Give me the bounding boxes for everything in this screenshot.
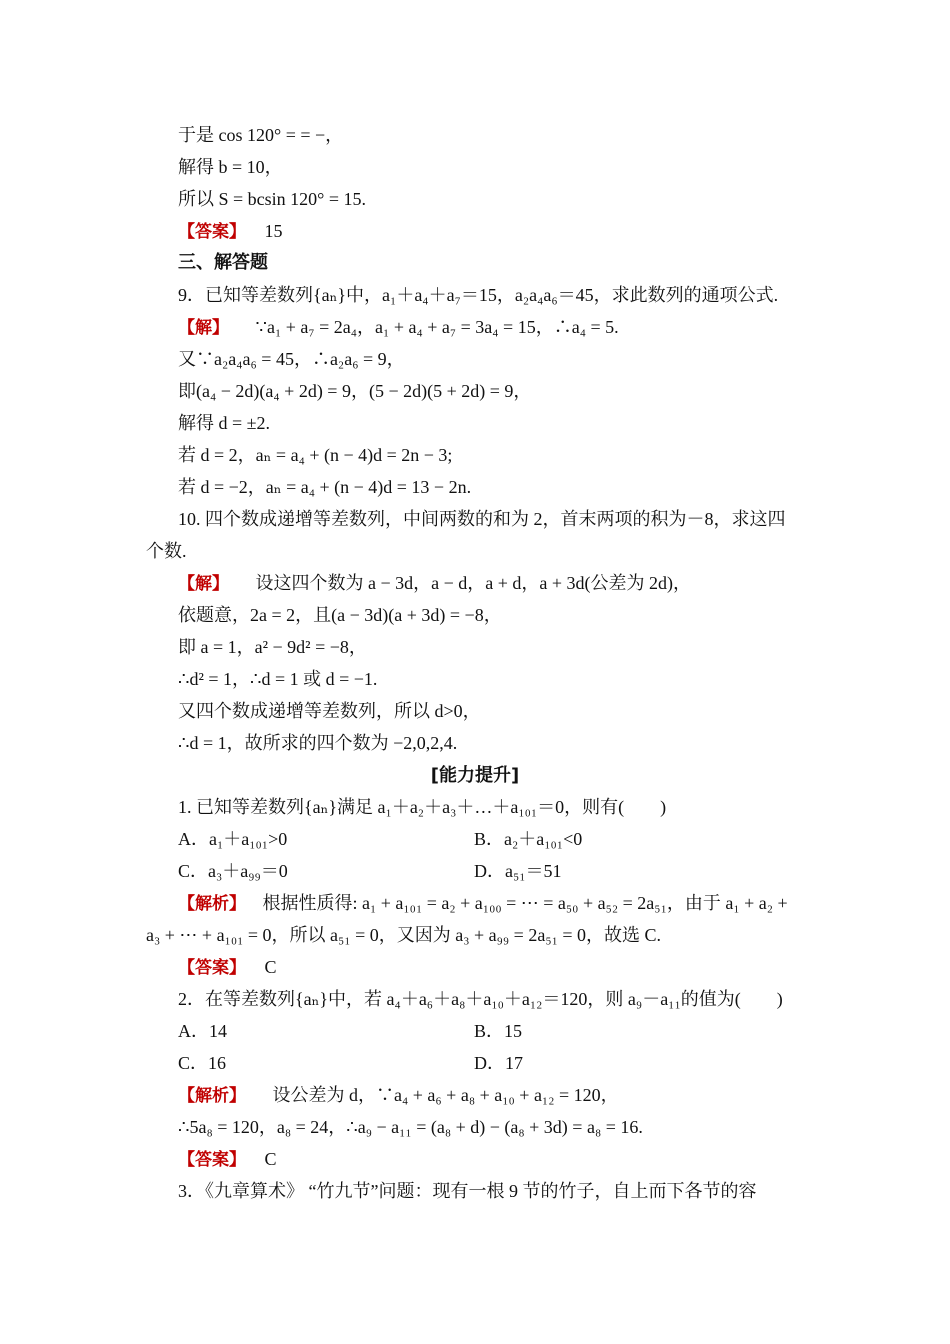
text-line: 又四个数成递增等差数列，所以 d>0， (178, 701, 481, 721)
text-line: 于是 cos 120° = = −， (178, 125, 344, 145)
analysis-line (178, 892, 788, 915)
answer-line (178, 956, 277, 979)
option-c: C．16 (178, 1053, 227, 1073)
answer-line (178, 1148, 277, 1171)
solution-text: ∵a₁ + a₇ = 2a₄，a₁ + a₄ + a₇ = 3a₄ = 15，∴a₄ = 5. (255, 317, 619, 337)
text-line: 若 d = −2，aₙ = a₄ + (n − 4)d = 13 − 2n. (178, 477, 472, 497)
section-heading: 三、解答题 (178, 252, 268, 273)
question-10-cont: 个数. (146, 541, 187, 561)
answer-value: 15 (264, 221, 283, 241)
text-line: 解得 d = ±2. (178, 413, 271, 433)
text-line: 所以 S = bcsin 120° = 15. (178, 189, 367, 209)
answer-tag: 【答案】 (178, 958, 246, 978)
text-line: ∴5a₈ = 120，a₈ = 24，∴a₉ − a₁₁ = (a₈ + d) − (a₈ + 3d) = a₈ = 16. (178, 1117, 643, 1137)
text-line: a₃ + ⋯ + a₁₀₁ = 0，所以 a₅₁ = 0，又因为 a₃ + a₉₉ = 2a₅₁ = 0，故选 C. (146, 925, 662, 945)
option-d: D．a₅₁＝51 (474, 861, 562, 881)
answer-tag: 【答案】 (178, 1150, 246, 1170)
text-line: 若 d = 2，aₙ = a₄ + (n − 4)d = 2n − 3; (178, 445, 453, 465)
text-line: 又∵a₂a₄a₆ = 45，∴a₂a₆ = 9， (178, 349, 405, 369)
option-b: B．a₂＋a₁₀₁<0 (474, 829, 583, 849)
solution-line (178, 572, 691, 595)
text-line: 即(a₄ − 2d)(a₄ + 2d) = 9，(5 − 2d)(5 + 2d) = 9， (178, 381, 532, 401)
option-a: A．14 (178, 1021, 227, 1041)
answer-value: C (264, 1149, 277, 1169)
solution-text: 设这四个数为 a − 3d，a − d，a + d，a + 3d(公差为 2d)， (255, 573, 692, 593)
analysis-line (178, 1084, 619, 1107)
option-d: D．17 (474, 1053, 523, 1073)
text-line: 即 a = 1，a² − 9d² = −8， (178, 637, 367, 657)
option-c: C．a₃＋a₉₉＝0 (178, 861, 288, 881)
text-line: 依题意，2a = 2，且(a − 3d)(a + 3d) = −8， (178, 605, 502, 625)
question-10: 10. 四个数成递增等差数列，中间两数的和为 2，首末两项的积为－8，求这四 (178, 509, 786, 529)
analysis-text: 根据性质得: a₁ + a₁₀₁ = a₂ + a₁₀₀ = ⋯ = a₅₀ + a₅₂ = 2a₅₁，由于 a₁ + a₂ + (262, 893, 788, 913)
answer-value: C (264, 957, 277, 977)
option-b: B．15 (474, 1021, 523, 1041)
analysis-tag: 【解析】 (178, 894, 246, 914)
solution-tag: 【解】 (178, 574, 229, 594)
heading-text: [能力提升] (430, 765, 520, 786)
analysis-text: 设公差为 d，∵a₄ + a₆ + a₈ + a₁₀ + a₁₂ = 120， (272, 1085, 619, 1105)
question-9: 9．已知等差数列{aₙ}中，a₁＋a₄＋a₇＝15，a₂a₄a₆＝45，求此数列的通项公式. (178, 285, 779, 305)
answer-tag: 【答案】 (178, 222, 246, 242)
question-2: 2．在等差数列{aₙ}中，若 a₄＋a₆＋a₈＋a₁₀＋a₁₂＝120，则 a₉－a₁₁的值为( ) (178, 989, 783, 1009)
solution-tag: 【解】 (178, 318, 229, 338)
text-line: ∴d² = 1，∴d = 1 或 d = −1. (178, 669, 378, 689)
question-3: 3．《九章算术》 “竹九节”问题：现有一根 9 节的竹子，自上而下各节的容 (178, 1181, 757, 1201)
answer-line (178, 220, 283, 243)
solution-line (178, 316, 619, 339)
text-line: 解得 b = 10， (178, 157, 283, 177)
text-line: ∴d = 1，故所求的四个数为 −2,0,2,4. (178, 733, 458, 753)
question-1: 1. 已知等差数列{aₙ}满足 a₁＋a₂＋a₃＋…＋a₁₀₁＝0，则有( ) (178, 797, 667, 817)
option-a: A．a₁＋a₁₀₁>0 (178, 829, 288, 849)
analysis-tag: 【解析】 (178, 1086, 246, 1106)
section-heading-ability (0, 764, 950, 787)
